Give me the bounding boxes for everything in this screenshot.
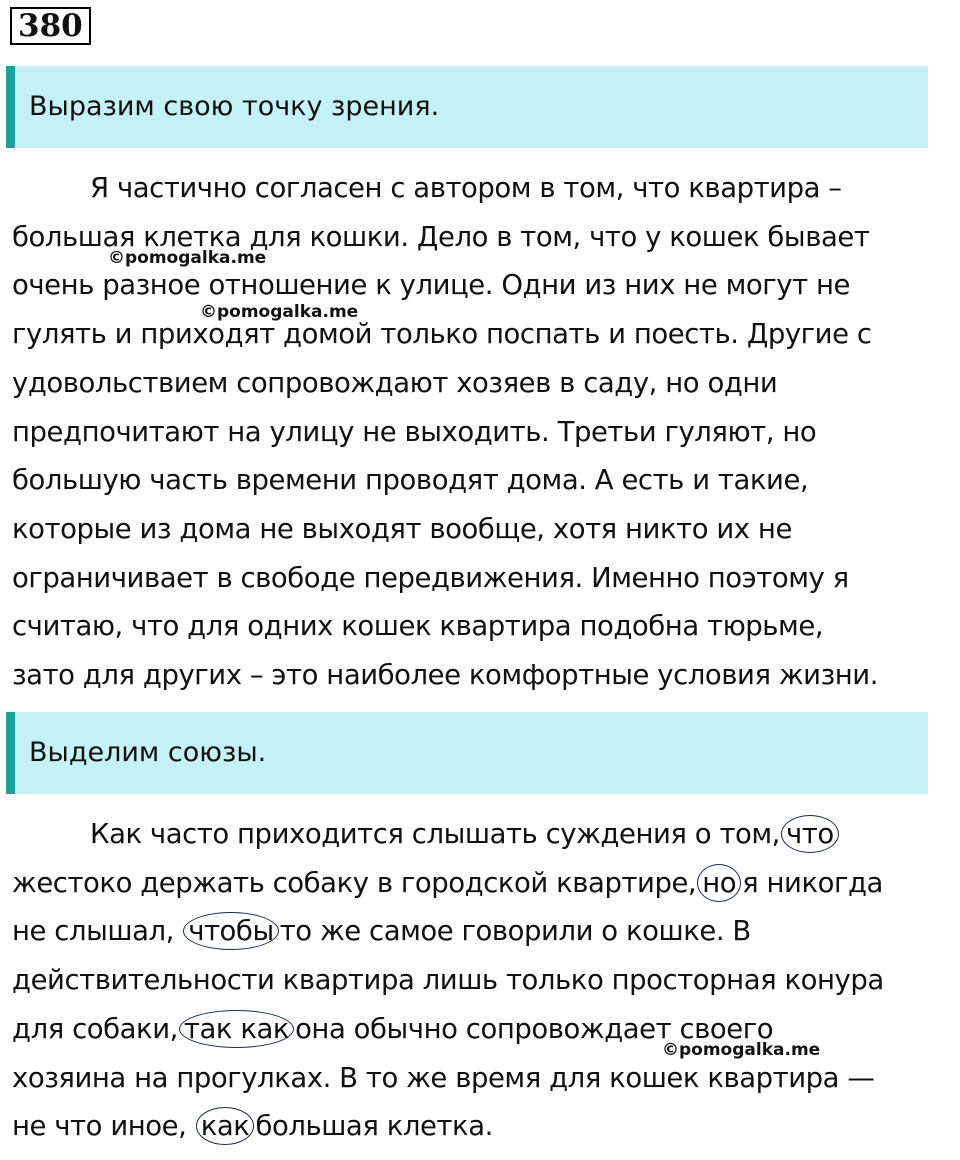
section-heading-opinion: Выразим свою точку зрения. (6, 66, 928, 148)
watermark: ©pomogalka.me (662, 1040, 821, 1060)
text-segment: она обычно сопровождает своего (295, 1012, 774, 1045)
section-heading-conjunctions: Выделим союзы. (6, 712, 928, 794)
paragraph-line: которые из дома не выходят вообще, хотя никто их не (12, 512, 792, 545)
text-segment: жестоко держать собаку в городской квартире, (12, 866, 697, 899)
text-segment: для собаки, (12, 1012, 178, 1045)
paragraph-line: действительности квартира лишь только просторная конура (12, 964, 884, 997)
opinion-paragraph (12, 164, 952, 700)
circled-conjunction: как (196, 1107, 255, 1145)
paragraph-line (12, 907, 952, 956)
text-segment: большая клетка. (255, 1110, 493, 1143)
paragraph-line: большую часть времени проводят дома. А есть и такие, (12, 464, 809, 497)
paragraph-line (12, 810, 952, 859)
watermark: ©pomogalka.me (200, 302, 359, 322)
watermark: ©pomogalka.me (108, 248, 267, 268)
text-segment: то же самое говорили о кошке. В (279, 915, 751, 948)
text-segment: я никогда (742, 866, 883, 899)
text-segment: Как часто приходится слышать суждения о том, (90, 818, 780, 850)
paragraph-line: большая клетка для кошки. Дело в том, что у кошек бывает (12, 220, 870, 253)
conjunctions-paragraph (12, 810, 952, 1151)
paragraph-line: считаю, что для одних кошек квартира подобна тюрьме, (12, 610, 824, 643)
paragraph-line (12, 1102, 952, 1151)
paragraph-line: ограничивает в свободе передвижения. Именно поэтому я (12, 561, 849, 594)
task-number: 380 (10, 7, 91, 45)
circled-conjunction: так как (179, 1010, 294, 1048)
paragraph-line: хозяина на прогулках. В то же время для кошек квартира — (12, 1061, 875, 1094)
paragraph-line: гулять и приходят домой только поспать и поесть. Другие с (12, 318, 872, 351)
paragraph-line: зато для других – это наиболее комфортные условия жизни. (12, 659, 878, 692)
circled-conjunction: но (697, 864, 741, 902)
paragraph-line: Я частично согласен с автором в том, что квартира – (90, 172, 842, 204)
text-segment: не что иное, (12, 1110, 187, 1143)
paragraph-line: удовольствием сопровождают хозяев в саду, но одни (12, 366, 778, 399)
text-segment: не слышал, (12, 915, 174, 948)
paragraph-line: предпочитают на улицу не выходить. Третьи гуляют, но (12, 415, 817, 448)
circled-conjunction: чтобы (183, 912, 279, 950)
paragraph-line (12, 859, 952, 908)
circled-conjunction: что (781, 815, 839, 853)
paragraph-line: очень разное отношение к улице. Одни из них не могут не (12, 269, 850, 302)
